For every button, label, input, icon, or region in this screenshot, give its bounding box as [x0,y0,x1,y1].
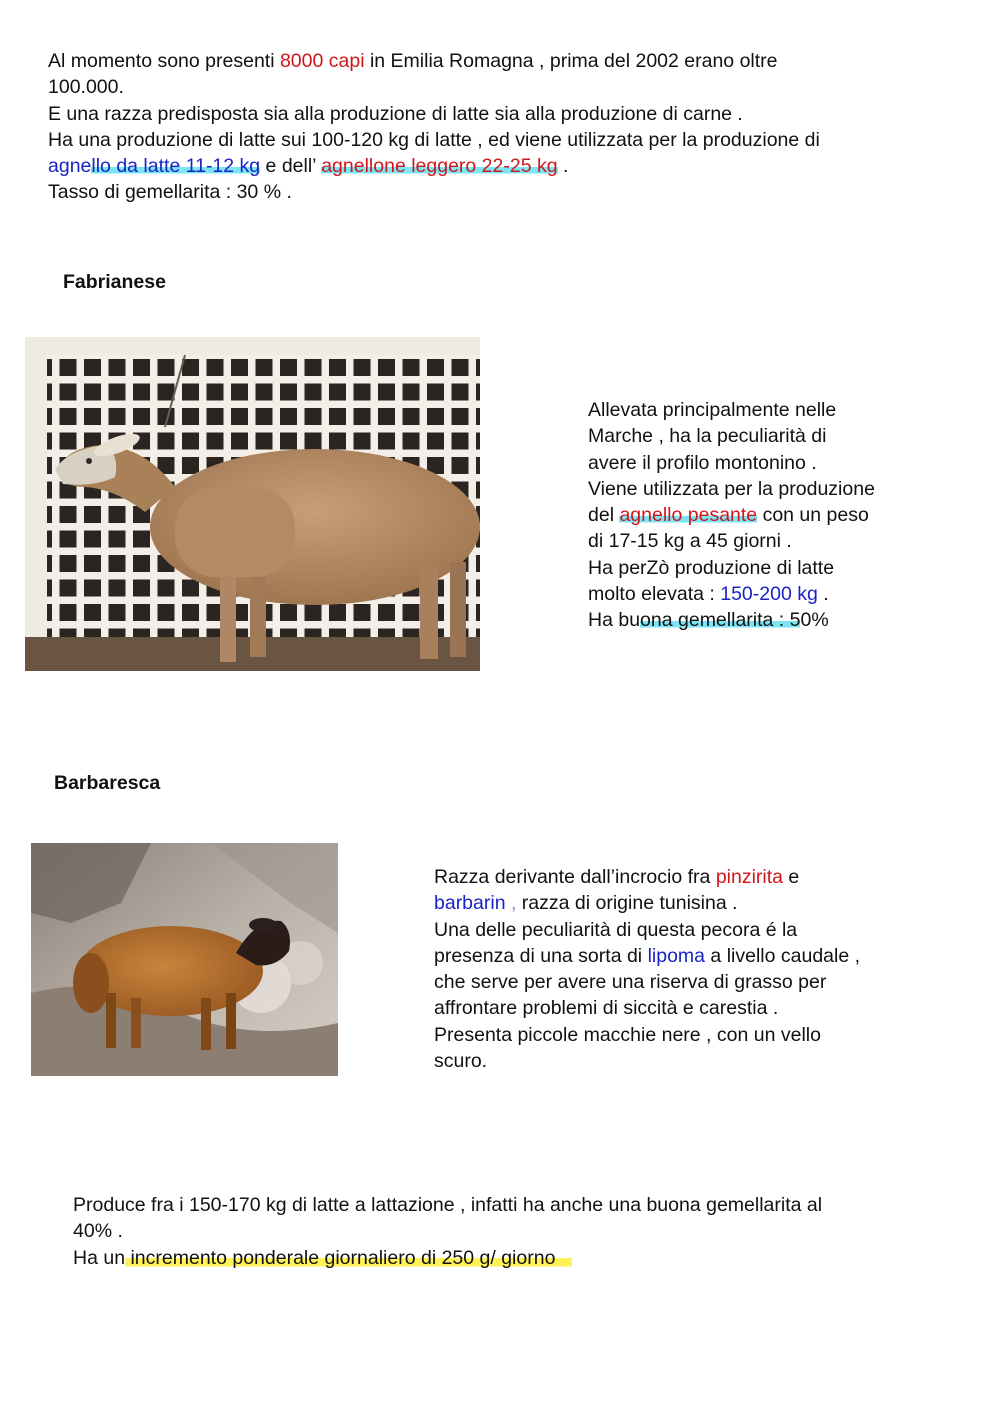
fabrianese-line-5: del agnello pesante con un peso [588,504,869,527]
intro-line-2: 100.000. [48,76,124,99]
heading-barbaresca: Barbaresca [54,772,161,794]
heading-fabrianese: Fabrianese [63,271,166,293]
fabrianese-line-7: Ha perZò produzione di latte [588,556,835,579]
agnellone-highlight: agnellone leggero 22-25 kg [321,155,558,178]
sheep-photo-barbaresca [31,843,338,1076]
fabrianese-line-3: avere il profilo montonino . [588,451,817,474]
barbaresca-line-1: Razza derivante dall’incrocio fra pinzirita e [434,866,800,888]
intro-line-1: Al momento sono presenti 8000 capi in Emilia Romagna , prima del 2002 erano oltre [48,50,778,72]
lipoma-text: lipoma [647,944,706,967]
barbaresca-line-3: Una delle peculiarità di questa pecora é la [434,918,798,941]
footer-line-1: Produce fra i 150-170 kg di latte a lattazione , infatti ha anche una buona gemellarita al [73,1194,823,1216]
agnello-latte-highlight: llo da latte 11-12 kg [91,155,261,178]
sheep-photo-fabrianese [25,337,480,671]
incremento-highlight: incremento ponderale giornaliero di 250 g/ giorno [125,1247,572,1269]
gemellarita-highlight: ona gemellarita : 5 [640,609,801,632]
milk-production-value: 150-200 kg [720,583,818,606]
pinzirita-text: pinzirita [715,866,784,888]
intro-line-6: Tasso di gemellarita : 30 % . [48,181,292,204]
barbaresca-line-7: Presenta piccole macchie nere , con un vello [434,1023,821,1046]
intro-paragraph [48,48,978,206]
intro-line-4: Ha una produzione di latte sui 100-120 kg di latte , ed viene utilizzata per la produzione di [48,128,820,151]
fabrianese-line-9: Ha buona gemellarita : 50% [588,609,829,632]
intro-line-3: E una razza predisposta sia alla produzione di latte sia alla produzione di carne . [48,102,743,125]
footer-paragraph [73,1192,983,1271]
fabrianese-line-1: Allevata principalmente nelle [588,399,837,421]
barbarin-text: barbarin [434,892,506,915]
fabrianese-line-6: di 17-15 kg a 45 giorni . [588,530,792,553]
fabrianese-line-8: molto elevata : 150-200 kg . [588,583,829,606]
intro-line-5: agnello da latte 11-12 kg e dell’ agnellone leggero 22-25 kg . [48,155,569,178]
barbaresca-line-8: scuro. [434,1050,488,1073]
footer-line-3: Ha un incremento ponderale giornaliero di 250 g/ giorno [73,1245,983,1271]
agnello-pesante-highlight: agnello pesante [619,504,758,527]
capi-count: 8000 capi [279,50,365,72]
footer-line-2: 40% . [73,1220,123,1243]
fabrianese-line-2: Marche , ha la peculiarità di [588,425,827,448]
barbaresca-line-4: presenza di una sorta di lipoma a livello caudale , [434,944,861,967]
fabrianese-description [588,397,988,634]
barbaresca-line-2: barbarin , razza di origine tunisina . [434,892,738,915]
barbaresca-line-6: affrontare problemi di siccità e carestia . [434,997,779,1020]
barbaresca-description [434,864,984,1074]
fabrianese-line-4: Viene utilizzata per la produzione [588,477,875,500]
barbaresca-line-5: che serve per avere una riserva di grasso per [434,971,827,994]
